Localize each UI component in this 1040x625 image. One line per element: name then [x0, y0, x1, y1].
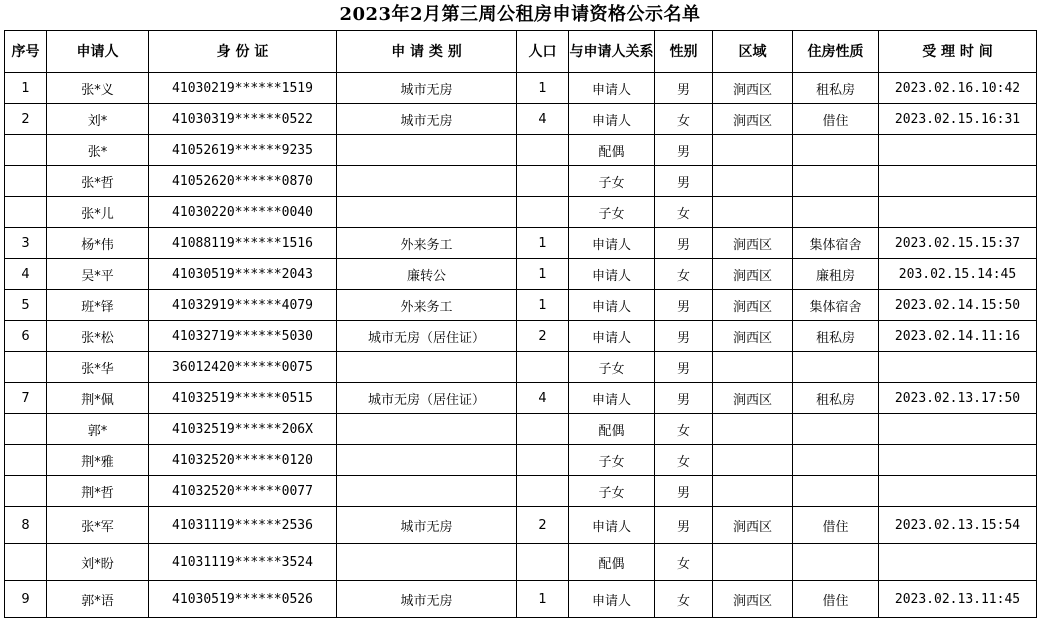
cell-household-size: 1 [517, 228, 569, 259]
cell-gender: 男 [655, 73, 713, 104]
cell-housing-type [793, 166, 879, 197]
header-household-size: 人口 [517, 31, 569, 73]
cell-category [337, 476, 517, 507]
cell-accept-time: 2023.02.13.11:45 [879, 581, 1037, 618]
cell-category [337, 197, 517, 228]
cell-id-number: 41032719******5030 [149, 321, 337, 352]
table-row [5, 352, 1037, 383]
cell-applicant-name: 荆*佩 [47, 383, 149, 414]
cell-relation: 申请人 [569, 321, 655, 352]
cell-applicant-name: 郭*语 [47, 581, 149, 618]
cell-gender: 女 [655, 414, 713, 445]
cell-seq [5, 352, 47, 383]
cell-household-size: 2 [517, 321, 569, 352]
cell-applicant-name: 刘*盼 [47, 544, 149, 581]
cell-seq: 5 [5, 290, 47, 321]
header-seq: 序号 [5, 31, 47, 73]
table-row [5, 414, 1037, 445]
cell-relation: 申请人 [569, 290, 655, 321]
cell-gender: 女 [655, 544, 713, 581]
cell-applicant-name: 张* [47, 135, 149, 166]
header-category: 申 请 类 别 [337, 31, 517, 73]
cell-category [337, 414, 517, 445]
cell-seq [5, 476, 47, 507]
table-row [5, 259, 1037, 290]
table-row [5, 507, 1037, 544]
cell-housing-type [793, 352, 879, 383]
cell-id-number: 41030519******0526 [149, 581, 337, 618]
cell-category [337, 135, 517, 166]
cell-district [713, 166, 793, 197]
applicant-table [4, 30, 1037, 618]
page-title: 2023年2月第三周公租房申请资格公示名单 [339, 4, 701, 25]
cell-gender: 女 [655, 197, 713, 228]
cell-household-size [517, 135, 569, 166]
cell-household-size: 2 [517, 507, 569, 544]
cell-housing-type: 借住 [793, 507, 879, 544]
table-row [5, 290, 1037, 321]
table-row [5, 581, 1037, 618]
header-id-number: 身 份 证 [149, 31, 337, 73]
cell-applicant-name: 张*华 [47, 352, 149, 383]
cell-category: 城市无房（居住证） [337, 321, 517, 352]
cell-applicant-name: 张*松 [47, 321, 149, 352]
cell-gender: 女 [655, 104, 713, 135]
table-body [5, 73, 1037, 618]
cell-relation: 申请人 [569, 581, 655, 618]
cell-district: 涧西区 [713, 259, 793, 290]
cell-relation: 配偶 [569, 414, 655, 445]
cell-accept-time [879, 476, 1037, 507]
cell-housing-type: 借住 [793, 104, 879, 135]
cell-seq [5, 445, 47, 476]
cell-relation: 申请人 [569, 104, 655, 135]
cell-accept-time: 2023.02.14.11:16 [879, 321, 1037, 352]
cell-gender: 男 [655, 135, 713, 166]
cell-id-number: 41032519******206X [149, 414, 337, 445]
header-relation: 与申请人关系 [569, 31, 655, 73]
cell-household-size [517, 445, 569, 476]
cell-district: 涧西区 [713, 73, 793, 104]
cell-seq: 1 [5, 73, 47, 104]
cell-district [713, 352, 793, 383]
cell-category [337, 445, 517, 476]
cell-id-number: 41030219******1519 [149, 73, 337, 104]
cell-gender: 男 [655, 507, 713, 544]
cell-seq [5, 197, 47, 228]
cell-category: 外来务工 [337, 290, 517, 321]
cell-housing-type [793, 544, 879, 581]
cell-household-size: 1 [517, 73, 569, 104]
header-district: 区域 [713, 31, 793, 73]
cell-id-number: 36012420******0075 [149, 352, 337, 383]
cell-district: 涧西区 [713, 383, 793, 414]
cell-district: 涧西区 [713, 507, 793, 544]
cell-accept-time: 203.02.15.14:45 [879, 259, 1037, 290]
cell-gender: 男 [655, 321, 713, 352]
cell-household-size: 1 [517, 259, 569, 290]
cell-relation: 配偶 [569, 544, 655, 581]
cell-household-size [517, 414, 569, 445]
cell-category: 城市无房（居住证） [337, 383, 517, 414]
table-row [5, 228, 1037, 259]
cell-household-size: 1 [517, 581, 569, 618]
cell-seq: 3 [5, 228, 47, 259]
cell-seq [5, 544, 47, 581]
cell-district [713, 197, 793, 228]
cell-accept-time [879, 352, 1037, 383]
cell-gender: 女 [655, 445, 713, 476]
cell-id-number: 41088119******1516 [149, 228, 337, 259]
cell-accept-time: 2023.02.16.10:42 [879, 73, 1037, 104]
cell-accept-time [879, 135, 1037, 166]
cell-id-number: 41052619******9235 [149, 135, 337, 166]
cell-applicant-name: 杨*伟 [47, 228, 149, 259]
cell-applicant-name: 荆*雅 [47, 445, 149, 476]
cell-household-size: 4 [517, 383, 569, 414]
cell-category [337, 544, 517, 581]
cell-gender: 男 [655, 228, 713, 259]
table-row [5, 445, 1037, 476]
cell-applicant-name: 张*哲 [47, 166, 149, 197]
cell-housing-type: 廉租房 [793, 259, 879, 290]
header-row [5, 31, 1037, 73]
cell-gender: 男 [655, 352, 713, 383]
cell-applicant-name: 班*铎 [47, 290, 149, 321]
cell-gender: 男 [655, 383, 713, 414]
cell-accept-time: 2023.02.13.17:50 [879, 383, 1037, 414]
cell-accept-time [879, 544, 1037, 581]
cell-gender: 男 [655, 476, 713, 507]
table-row [5, 383, 1037, 414]
cell-district [713, 135, 793, 166]
cell-category: 外来务工 [337, 228, 517, 259]
cell-housing-type [793, 476, 879, 507]
cell-seq: 2 [5, 104, 47, 135]
cell-seq: 6 [5, 321, 47, 352]
cell-relation: 子女 [569, 352, 655, 383]
cell-district [713, 476, 793, 507]
cell-id-number: 41030519******2043 [149, 259, 337, 290]
cell-relation: 配偶 [569, 135, 655, 166]
cell-household-size [517, 166, 569, 197]
cell-id-number: 41032919******4079 [149, 290, 337, 321]
cell-seq: 9 [5, 581, 47, 618]
cell-accept-time: 2023.02.13.15:54 [879, 507, 1037, 544]
cell-seq: 4 [5, 259, 47, 290]
cell-relation: 子女 [569, 476, 655, 507]
cell-seq [5, 414, 47, 445]
cell-gender: 女 [655, 581, 713, 618]
cell-category: 廉转公 [337, 259, 517, 290]
cell-housing-type: 租私房 [793, 73, 879, 104]
cell-relation: 申请人 [569, 259, 655, 290]
cell-applicant-name: 郭* [47, 414, 149, 445]
table-row [5, 135, 1037, 166]
cell-district [713, 414, 793, 445]
cell-household-size [517, 352, 569, 383]
cell-relation: 子女 [569, 166, 655, 197]
table-row [5, 73, 1037, 104]
cell-accept-time [879, 445, 1037, 476]
cell-housing-type: 集体宿舍 [793, 290, 879, 321]
cell-district: 涧西区 [713, 228, 793, 259]
cell-household-size: 1 [517, 290, 569, 321]
cell-housing-type: 租私房 [793, 321, 879, 352]
cell-district: 涧西区 [713, 104, 793, 135]
cell-district: 涧西区 [713, 290, 793, 321]
cell-housing-type [793, 414, 879, 445]
cell-category: 城市无房 [337, 581, 517, 618]
cell-accept-time [879, 166, 1037, 197]
cell-applicant-name: 张*义 [47, 73, 149, 104]
cell-accept-time [879, 414, 1037, 445]
table-row [5, 476, 1037, 507]
cell-category [337, 352, 517, 383]
table-row [5, 166, 1037, 197]
cell-applicant-name: 荆*哲 [47, 476, 149, 507]
header-accept-time: 受 理 时 间 [879, 31, 1037, 73]
cell-relation: 申请人 [569, 228, 655, 259]
cell-housing-type [793, 445, 879, 476]
cell-accept-time: 2023.02.15.15:37 [879, 228, 1037, 259]
cell-relation: 申请人 [569, 73, 655, 104]
cell-id-number: 41052620******0870 [149, 166, 337, 197]
table-row [5, 321, 1037, 352]
cell-district: 涧西区 [713, 581, 793, 618]
table-row [5, 197, 1037, 228]
cell-district [713, 544, 793, 581]
cell-id-number: 41031119******3524 [149, 544, 337, 581]
cell-applicant-name: 张*军 [47, 507, 149, 544]
cell-applicant-name: 刘* [47, 104, 149, 135]
cell-seq [5, 135, 47, 166]
cell-housing-type: 集体宿舍 [793, 228, 879, 259]
cell-gender: 女 [655, 259, 713, 290]
header-housing-type: 住房性质 [793, 31, 879, 73]
cell-accept-time [879, 197, 1037, 228]
cell-housing-type [793, 135, 879, 166]
cell-applicant-name: 吴*平 [47, 259, 149, 290]
cell-id-number: 41030319******0522 [149, 104, 337, 135]
cell-seq: 8 [5, 507, 47, 544]
cell-housing-type: 借住 [793, 581, 879, 618]
cell-seq: 7 [5, 383, 47, 414]
cell-household-size: 4 [517, 104, 569, 135]
cell-relation: 申请人 [569, 507, 655, 544]
cell-id-number: 41032520******0120 [149, 445, 337, 476]
header-gender: 性别 [655, 31, 713, 73]
cell-gender: 男 [655, 290, 713, 321]
cell-district [713, 445, 793, 476]
table-row [5, 544, 1037, 581]
cell-accept-time: 2023.02.14.15:50 [879, 290, 1037, 321]
cell-relation: 子女 [569, 197, 655, 228]
cell-category [337, 166, 517, 197]
cell-category: 城市无房 [337, 507, 517, 544]
cell-relation: 申请人 [569, 383, 655, 414]
cell-district: 涧西区 [713, 321, 793, 352]
cell-seq [5, 166, 47, 197]
cell-gender: 男 [655, 166, 713, 197]
cell-accept-time: 2023.02.15.16:31 [879, 104, 1037, 135]
table-row [5, 104, 1037, 135]
cell-household-size [517, 197, 569, 228]
cell-applicant-name: 张*儿 [47, 197, 149, 228]
cell-id-number: 41032520******0077 [149, 476, 337, 507]
cell-housing-type [793, 197, 879, 228]
cell-household-size [517, 544, 569, 581]
cell-household-size [517, 476, 569, 507]
cell-category: 城市无房 [337, 73, 517, 104]
header-applicant: 申请人 [47, 31, 149, 73]
cell-id-number: 41032519******0515 [149, 383, 337, 414]
cell-id-number: 41031119******2536 [149, 507, 337, 544]
cell-id-number: 41030220******0040 [149, 197, 337, 228]
cell-relation: 子女 [569, 445, 655, 476]
cell-category: 城市无房 [337, 104, 517, 135]
cell-housing-type: 租私房 [793, 383, 879, 414]
